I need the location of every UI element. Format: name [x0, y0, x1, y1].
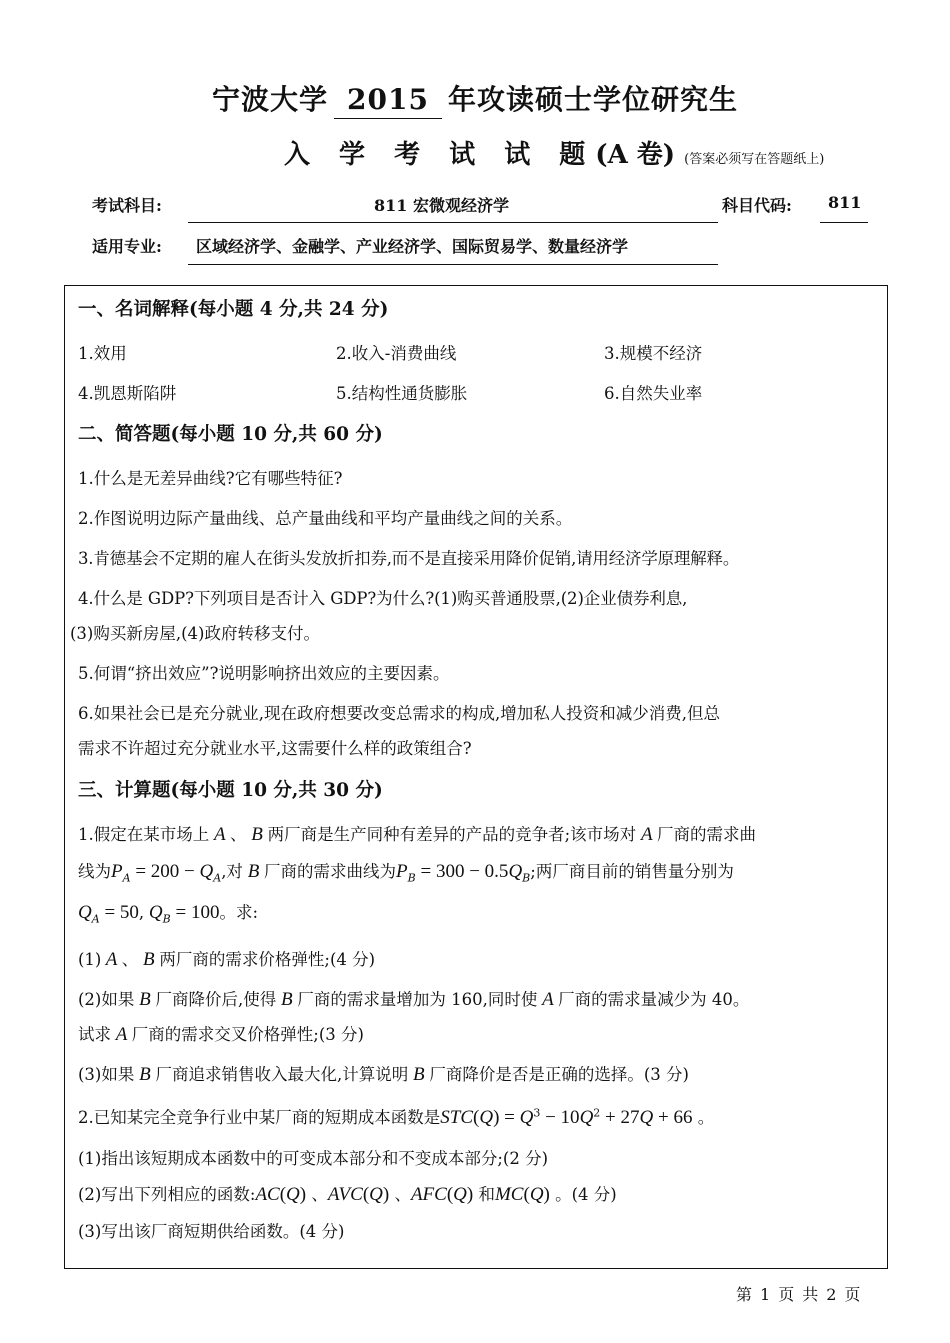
code-value: 811	[828, 193, 862, 212]
s3-p1-sub2-line1: (2)如果 B 厂商降价后,使得 B 厂商的需求量增加为 160,同时使 A 厂商的需求量减少为 40。	[78, 989, 750, 1010]
total-pages: 2	[826, 1285, 837, 1304]
s2-q6-line2: 需求不许超过充分就业水平,这需要什么样的政策组合?	[78, 739, 472, 758]
exam-title-line	[0, 78, 950, 119]
section2-title: 二、简答题(每小题 10 分,共 60 分)	[78, 424, 383, 445]
exam-note: (答案必须写在答题纸上)	[684, 152, 825, 167]
s2-q4-line2: (3)购买新房屋,(4)政府转移支付。	[70, 624, 320, 643]
s2-q1: 1.什么是无差异曲线?它有哪些特征?	[78, 469, 343, 488]
s3-p2-sub3: (3)写出该厂商短期供给函数。(4 分)	[78, 1222, 345, 1241]
s1-item-3: 3.规模不经济	[604, 344, 703, 363]
s3-p2-sub1: (1)指出该短期成本函数中的可变成本部分和不变成本部分;(2 分)	[78, 1149, 549, 1168]
s3-p1-sub2-line2: 试求 A 厂商的需求交叉价格弹性;(3 分)	[78, 1024, 364, 1045]
s3-p2-line1: 2.已知某完全竞争行业中某厂商的短期成本函数是$STC(Q) = Q^3 - 10Q^2 + 27Q + 66$ 。	[78, 1106, 715, 1128]
major-label: 适用专业:	[92, 237, 162, 256]
s3-p1-sub3: (3)如果 B 厂商追求销售收入最大化,计算说明 B 厂商降价是否是正确的选择。(3 分)	[78, 1064, 689, 1085]
subject-value: 811 宏微观经济学	[374, 196, 509, 215]
page-footer: 第 1 页 共 2 页	[736, 1285, 861, 1304]
section3-title: 三、计算题(每小题 10 分,共 30 分)	[78, 780, 383, 801]
s1-item-4: 4.凯恩斯陷阱	[78, 384, 177, 403]
s2-q2: 2.作图说明边际产量曲线、总产量曲线和平均产量曲线之间的关系。	[78, 509, 573, 528]
s2-q3: 3.肯德基会不定期的雇人在街头发放折扣券,而不是直接采用降价促销,请用经济学原理解释。	[78, 549, 740, 568]
code-label: 科目代码:	[722, 196, 792, 215]
s1-item-1: 1.效用	[78, 344, 127, 363]
title-rest: 年攻读硕士学位研究生	[448, 83, 739, 116]
code-underline	[820, 222, 868, 223]
major-value: 区域经济学、金融学、产业经济学、国际贸易学、数量经济学	[196, 237, 629, 256]
s2-q4-line1: 4.什么是 GDP?下列项目是否计入 GDP?为什么?(1)购买普通股票,(2)企业债券利息,	[78, 589, 688, 608]
subject-label: 考试科目:	[92, 196, 162, 215]
s3-p1-sub1: (1) A 、 B 两厂商的需求价格弹性;(4 分)	[78, 949, 376, 970]
s1-item-2: 2.收入-消费曲线	[336, 344, 457, 363]
s1-item-5: 5.结构性通货膨胀	[336, 384, 468, 403]
subject-underline	[188, 222, 718, 223]
exam-subtitle	[284, 134, 824, 171]
s2-q5: 5.何谓“挤出效应”?说明影响挤出效应的主要因素。	[78, 664, 450, 683]
exam-paper: (A 卷)	[595, 140, 676, 170]
s2-q6-line1: 6.如果社会已是充分就业,现在政府想要改变总需求的构成,增加私人投资和减少消费,但总	[78, 704, 720, 723]
s1-item-6: 6.自然失业率	[604, 384, 703, 403]
s3-p1-line2: 线为$P_A = 200 - Q_A$,对 B 厂商的需求曲线为$P_B = 300 - 0.5Q_B$;两厂商目前的销售量分别为	[78, 861, 734, 885]
exam-year: 2015	[334, 83, 442, 119]
section1-title: 一、名词解释(每小题 4 分,共 24 分)	[78, 299, 389, 320]
major-underline	[188, 264, 718, 265]
school-name: 宁波大学	[211, 83, 328, 116]
s3-p2-sub2: (2)写出下列相应的函数:AC(Q) 、AVC(Q) 、AFC(Q) 和MC(Q) 。(4 分)	[78, 1184, 617, 1205]
page-number: 1	[760, 1285, 771, 1304]
s3-p1-line3: $Q_A = 50$, $Q_B = 100$。求:	[78, 902, 259, 926]
s3-p1-line1: 1.假定在某市场上 A 、 B 两厂商是生产同种有差异的产品的竞争者;该市场对 A 厂商的需求曲	[78, 824, 756, 845]
exam-title: 入 学 考 试 试 题	[284, 140, 596, 170]
